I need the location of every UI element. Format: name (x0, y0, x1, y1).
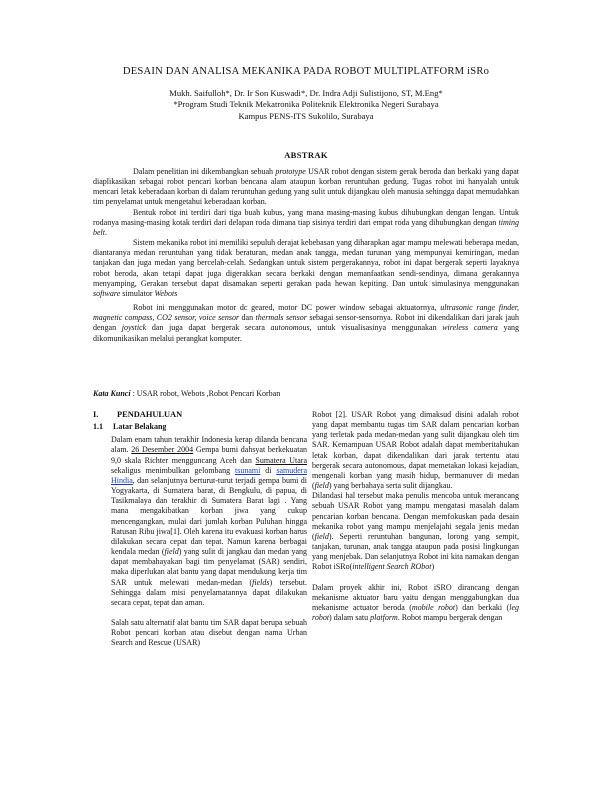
keywords-text: : USAR robot, Webots ,Robot Pencari Korban (130, 389, 281, 398)
text-run-italic: autonomous (270, 323, 310, 333)
text-run: ) yang berbahaya serta sulit dijangkau. (328, 481, 453, 491)
paper-title: DESAIN DAN ANALISA MEKANIKA PADA ROBOT MULTIPLATFORM iSRo (122, 66, 490, 77)
section-number: I. (93, 410, 99, 419)
text-run-italic: prototype (275, 167, 306, 176)
section-heading (93, 410, 307, 420)
section-title: PENDAHULUAN (117, 410, 183, 419)
text-run-italic: field (314, 531, 329, 541)
text-run-italic: ultrasonic range finder, magnetic compass, CO2 sensor, voice sensor (93, 303, 519, 323)
abstract-body (93, 167, 519, 344)
text-run-italic: fields (252, 577, 270, 587)
date-reference: 26 Desember 2004 (131, 445, 194, 455)
text-run-italic: joystick (121, 323, 147, 333)
samudera-hindia-link[interactable]: samudera Hindia (111, 465, 307, 485)
text-run: sebagai sensor-sensornya. Robot ini dikendalikan dari jarak jauh dengan (93, 313, 520, 333)
subsection-number: 1.1 (93, 422, 103, 432)
text-run: , dan selanjutnya berturut-turut terjadi gempa bumi di Yogyakarta, di Sumatera barat, di Bengkulu, di papua, di Tasikmalaya dan terakhir di Sumatera Barat lagi . Yang mana mengakibatkan korban jiwa yang cukup mencengangkan, mulai dari jumlah korban Puluhan hingga Ratusan Ribu jiwa[1]. Oleh karena itu evakuasi korban harus dilakukan secara cepat dan tepat. Namun karena berbagai kendala medan ( (111, 475, 307, 557)
subsection-heading (93, 422, 307, 432)
text-run: dan juga dapat bergerak secara (146, 323, 271, 333)
author-block (40, 88, 572, 122)
text-run: ) dan berkaki ( (455, 602, 510, 612)
text-run: ) (431, 562, 435, 572)
text-run: . (105, 227, 107, 237)
text-run: . Robot mampu bergerak dengan (397, 612, 503, 622)
abstract-paragraph-1 (93, 167, 519, 208)
keywords-label: Kata Kunci (93, 389, 131, 398)
text-run-italic: platform (370, 612, 398, 622)
text-run: yang dikomunikasikan melalui perangkat komputer. (93, 323, 519, 343)
text-run: dan (239, 313, 256, 323)
place-reference: Sumatera Utara (255, 455, 307, 465)
text-run: Dalam enam tahun terakhir Indonesia kerap dilanda bencana alam. (111, 435, 307, 455)
text-run: Robot [2]. USAR Robot yang dimaksud disini adalah robot yang dapat membantu tugas tim SAR dalam pencarian korban yang terletak pada medan-medan yang sulit dijangkau oleh tim SAR. Kemampuan USAR Robot adalah dapat memberitahukan letak korban, dapat dikendalikan dari jarak tertentu atau bergerak secara autonomous, dapat memetakan lokasi kejadian, mengenali korban yang masih hidup, bermanuver di medan ( (312, 410, 519, 491)
abstract-paragraph-3 (93, 238, 519, 299)
text-run: ) tersebut. Sehingga dalam misi penyelamatannya dapat dilakukan secara cepat, tepat dan aman. (111, 577, 307, 607)
abstract-paragraph-2 (93, 208, 519, 238)
text-run: Robot ini menggunakan motor dc geared, motor DC power window sebagai aktuatornya, (133, 303, 441, 313)
author-campus: Kampus PENS-ITS Sukolilo, Surabaya (238, 110, 374, 121)
text-run: Sistem mekanika robot ini memiliki sepuluh derajat kebebasan yang diharapkan agar mampu melewati beberapa medan, diantaranya medan reruntuhan yang tidak beraturan, medan anak tangga, medan turunan yang mempunyai kemiringan, medan tanjakan dan juga medan yang bercelah-celah. Sedangkan untuk sistem pergerakannya, robot ini dapat bergerak seperti layaknya robot beroda, akan tetapi dapat juga digerakkan secara berkaki dengan memanfaatkan sendi-sendinya, dimana gerakannya menyamping, Gerakan tersebut dapat disamakan seperti gerakan pada hewan kepiting. Dan untuk simulasinya menggunakan (93, 238, 519, 288)
text-run-italic: thermals sensor (255, 313, 307, 323)
text-run: di (260, 465, 277, 475)
intro-paragraph-1 (111, 435, 307, 608)
intro-paragraph-5 (312, 583, 519, 624)
intro-paragraph-2: Salah satu alternatif alat bantu tim SAR dapat berupa sebuah Robot pencari korban atau disebut dengan nama Urban Search and Rescue (USAR) (111, 617, 307, 648)
author-affiliation: *Program Studi Teknik Mekatronika Politeknik Elektronika Negeri Surabaya (173, 99, 439, 110)
text-run-italic: field (164, 547, 179, 557)
text-run: Dilandasi hal tersebut maka penulis mencoba untuk merancang sebuah USAR Robot yang mampu mengatasi masalah dalam pencarian korban bencana. Dengan memfokuskan pada desain mekanika robot yang mampu menjelajahi segala jenis medan ( (312, 491, 519, 541)
right-column (312, 410, 519, 623)
text-run-italic: field (314, 481, 329, 491)
abstract-paragraph-4 (93, 303, 519, 344)
text-run: ). Seperti reruntuhan bangunan, lorong yang sempit, tanjakan, turunan, anak tangga ataupun pada posisi lingkungan yang menjebak. Dan selanjutnya Robot ini kita namakan dengan Robot iSRo( (312, 531, 519, 572)
intro-paragraph-4 (312, 491, 519, 572)
left-column (93, 410, 307, 648)
text-run-italic: wireless camera (442, 323, 498, 333)
text-run-italic: intelligent Search RObot (352, 562, 432, 572)
text-run-italic: Webots (154, 288, 178, 298)
keywords-line (93, 389, 519, 398)
text-run: USAR robot dengan sistem gerak beroda dan berkaki yang dapat diaplikasikan sebagai robot pencari korban bencana alam ataupun korban reruntuhan gedung. Tugas robot ini hanyalah untuk mencari letak keberadaan korban di dalam reruntuhan gedung yang sulit untuk dijangkau oleh manusia sehingga dapat memudahkan tim penyelamat untuk mengetahui keberadaan korban. (93, 167, 520, 207)
text-run: Dalam proyek akhir ini, Robot iSRO dirancang dengan mekanisme aktuator baru yaitu dengan menggabungkan dua mekanisme actuator beroda ( (312, 582, 519, 612)
text-run-italic: mobile robot (411, 602, 456, 612)
text-run: sekaligus menimbulkan gelombang (111, 465, 235, 475)
text-run: , untuk visualisasinya menggunakan (309, 323, 443, 333)
text-run-italic: software (93, 288, 121, 298)
text-run: ) dalam satu (329, 612, 371, 622)
abstract-heading: ABSTRAK (284, 150, 328, 160)
text-run-italic: leg robot (312, 602, 520, 622)
author-names: Mukh. Saifulloh*, Dr. Ir Son Kuswadi*, Dr. Indra Adji Sulistijono, ST, M.Eng* (169, 88, 443, 98)
left-column-body (111, 435, 307, 648)
intro-paragraph-3 (312, 410, 519, 491)
text-run: ) yang sulit di jangkau dan medan yang dapat membahayakan bagi tim penyelamat (SAR) sendiri, maka diperlukan alat bantu yang dapat mendukung kerja tim SAR untuk melewati medan-medan ( (111, 547, 308, 587)
text-run: Dalam penelitian ini dikembangkan sebuah (133, 167, 276, 176)
text-run: Gempa bumi dahsyat berkekuatan 9,0 skala Richter mengguncang Aceh dan (111, 445, 308, 465)
text-run-italic: timing belt (93, 217, 519, 237)
subsection-title: Latar Belakang (113, 422, 167, 432)
text-run: simulator (120, 288, 155, 298)
text-run: Bentuk robot ini terdiri dari tiga buah kubus, yang mana masing-masing kubus dihubungkan dengan lengan. Untuk rodanya masing-masing kotak terdiri dari delapan roda dimana tiap sisinya terdiri dari empat roda yang dihubungkan dengan (93, 207, 519, 227)
tsunami-link[interactable]: tsunami (234, 465, 261, 475)
